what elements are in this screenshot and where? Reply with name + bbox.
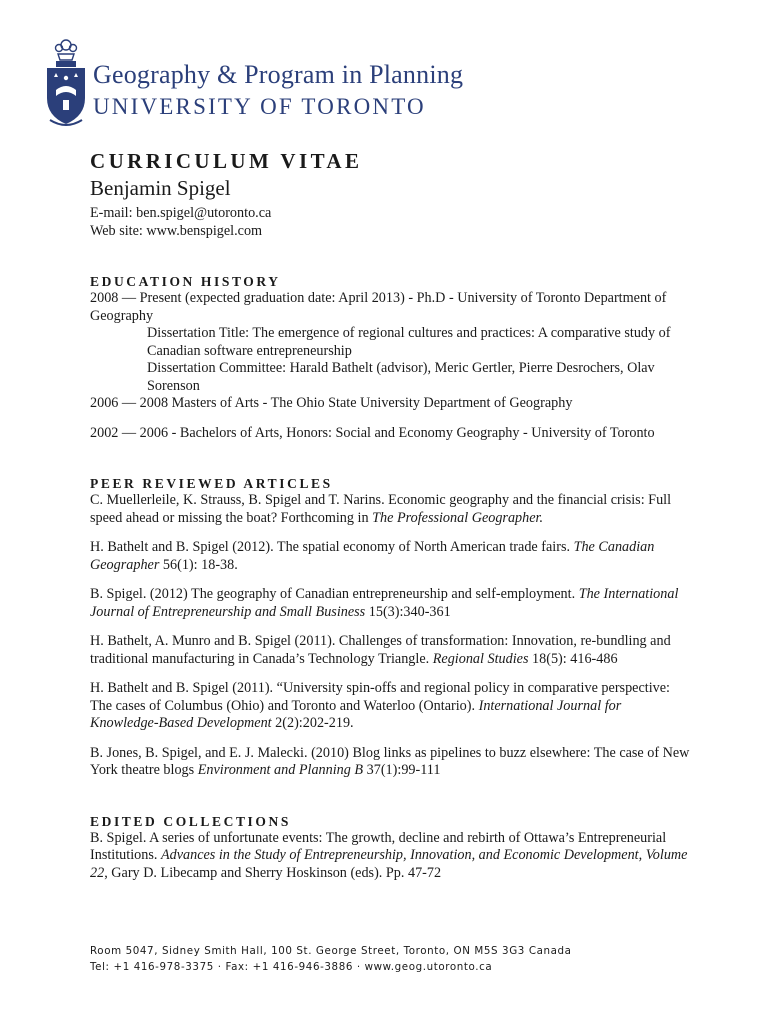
article-entry: B. Jones, B. Spigel, and E. J. Malecki. (2010) Blog links as pipelines to buzz elsewhere: The case of New York theatre blogs Environment and Planning B 37(1):99-111 [90, 744, 690, 778]
article-entry: C. Muellerleile, K. Strauss, B. Spigel and T. Narins. Economic geography and the financial crisis: Full speed ahead or missing the boat? Forthcoming in The Professional Geographer. [90, 492, 672, 526]
bachelors-entry: 2002 — 2006 - Bachelors of Arts, Honors: Social and Economy Geography - University of Toronto [90, 424, 655, 441]
dissertation-title: Dissertation Title: The emergence of regional cultures and practices: A comparative study of Canadian software entrepreneurship [147, 325, 671, 359]
cv-title: CURRICULUM VITAE [90, 149, 363, 173]
education-heading: EDUCATION HISTORY [90, 274, 281, 289]
article-entry: H. Bathelt and B. Spigel (2012). The spatial economy of North American trade fairs. The Canadian Geographer 56(1): 18-38. [90, 539, 655, 573]
peer-reviewed-heading: PEER REVIEWED ARTICLES [90, 476, 333, 491]
education-section [90, 273, 690, 442]
person-name: Benjamin Spigel [90, 176, 231, 200]
article-entry: B. Spigel. (2012) The geography of Canadian entrepreneurship and self-employment. The International Journal of Entrepreneurship and Small Business 15(3):340-361 [90, 586, 679, 620]
article-entry: H. Bathelt, A. Munro and B. Spigel (2011). Challenges of transformation: Innovation, re-bundling and traditional manufacturing in Canada’s Technology Triangle. Regional Studies 18(5): 416-486 [90, 633, 671, 667]
article-entry: H. Bathelt and B. Spigel (2011). “University spin-offs and regional policy in comparative perspective: The cases of Columbus (Ohio) and Toronto and Waterloo (Ontario). International Journal for Knowledge-Based Development 2(2):202-219. [90, 680, 670, 731]
university-crest-icon [44, 36, 88, 130]
phd-entry: 2008 — Present (expected graduation date: April 2013) - Ph.D - University of Toronto Department of Geography [90, 290, 667, 324]
website-line: Web site: www.benspigel.com [90, 222, 263, 239]
edited-entry: B. Spigel. A series of unfortunate events: The growth, decline and rebirth of Ottawa’s Entrepreneurial Institutions. Advances in the Study of Entrepreneurship, Innovation, and Economic Development, Volume 22, Gary D. Libecamp and Sherry Hoskinson (eds). Pp. 47-72 [90, 829, 688, 881]
university-name: UNIVERSITY OF TORONTO [93, 94, 426, 119]
department-name: Geography & Program in Planning [93, 60, 464, 89]
edited-collections-section [90, 813, 690, 883]
email-line: E-mail: ben.spigel@utoronto.ca [90, 205, 272, 221]
footer [90, 943, 572, 975]
footer-address: Room 5047, Sidney Smith Hall, 100 St. George Street, Toronto, ON M5S 3G3 Canada [90, 945, 572, 957]
dissertation-committee: Dissertation Committee: Harald Bathelt (advisor), Meric Gertler, Pierre Desrochers, Olav Sorenson [147, 360, 655, 394]
cv-body [90, 148, 690, 882]
letterhead [44, 36, 484, 130]
masters-entry: 2006 — 2008 Masters of Arts - The Ohio State University Department of Geography [90, 395, 573, 411]
edited-collections-heading: EDITED COLLECTIONS [90, 813, 291, 829]
footer-contact: Tel: +1 416-978-3375 · Fax: +1 416-946-3886 · www.geog.utoronto.ca [90, 961, 493, 973]
peer-reviewed-section [90, 475, 690, 780]
